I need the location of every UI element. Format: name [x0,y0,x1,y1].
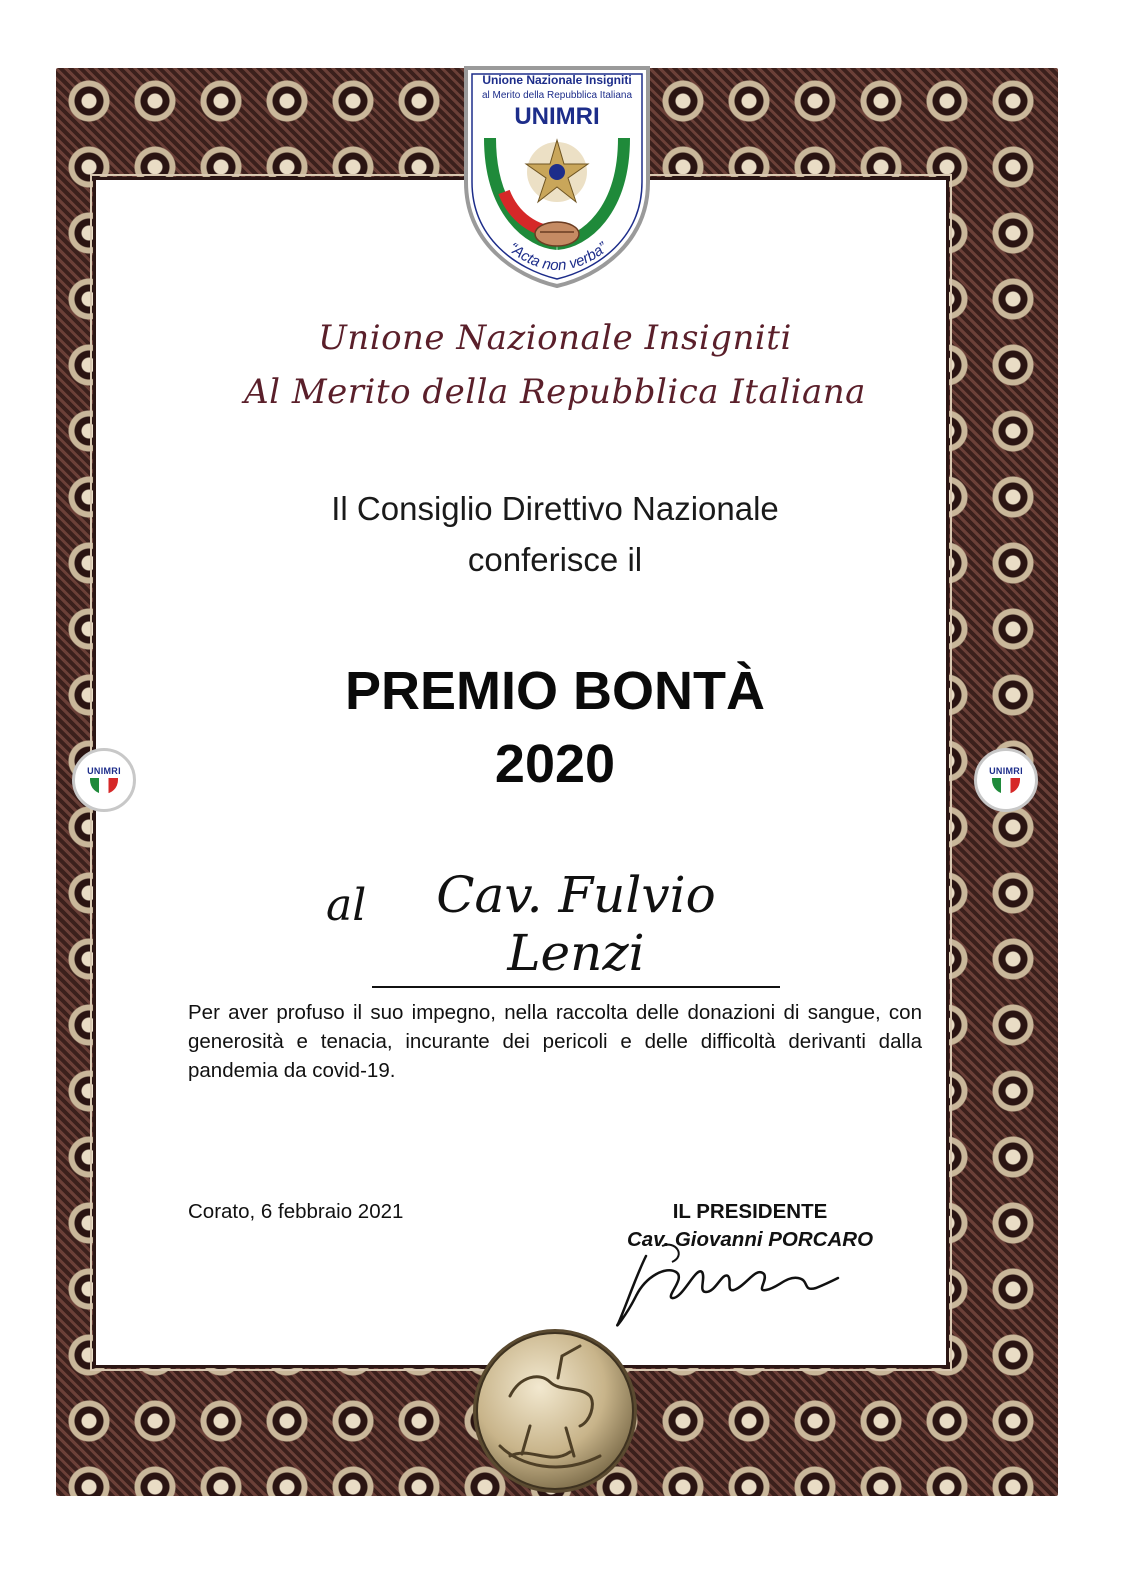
side-emblem-left-acronym: UNIMRI [87,766,121,776]
award-title: PREMIO BONTÀ [344,661,765,721]
handshake-icon [535,222,579,246]
place-date: Corato, 6 febbraio 2021 [188,1200,404,1223]
president-role: IL PRESIDENTE [672,1200,828,1223]
unimri-crest-logo [460,62,654,290]
recipient-name: Cav. Fulvio Lenzi [372,866,780,988]
side-emblem-right [974,748,1038,812]
organization-name-line1: Unione Nazionale Insigniti [318,318,792,358]
crest-line2: al Merito della Repubblica Italiana [481,90,633,101]
council-line1: Il Consiglio Direttivo Nazionale [331,490,779,527]
crest-acronym: UNIMRI [514,103,600,130]
recipient-prefix: al [326,880,367,931]
crest-motto: “Acta non verba” [505,239,611,275]
side-emblem-left [72,748,136,812]
organization-name-line2: Al Merito della Repubblica Italiana [244,372,866,412]
award-motivation: Per aver profuso il suo impegno, nella raccolta delle donazioni di sangue, con generosità e tenacia, incurante dei pericoli e delle difficoltà derivanti dalla pandemia da covid-19. [188,1001,922,1082]
side-emblem-right-acronym: UNIMRI [989,766,1023,776]
council-line2: conferisce il [467,541,643,578]
president-name: Cav. Giovanni PORCARO [626,1228,874,1251]
president-signature [606,1236,842,1332]
flag-shield-icon [90,778,118,794]
award-year: 2020 [494,734,616,794]
saint-george-medallion [470,1326,640,1496]
crest-line1: Unione Nazionale Insigniti [482,73,632,87]
flag-shield-icon [992,778,1020,794]
